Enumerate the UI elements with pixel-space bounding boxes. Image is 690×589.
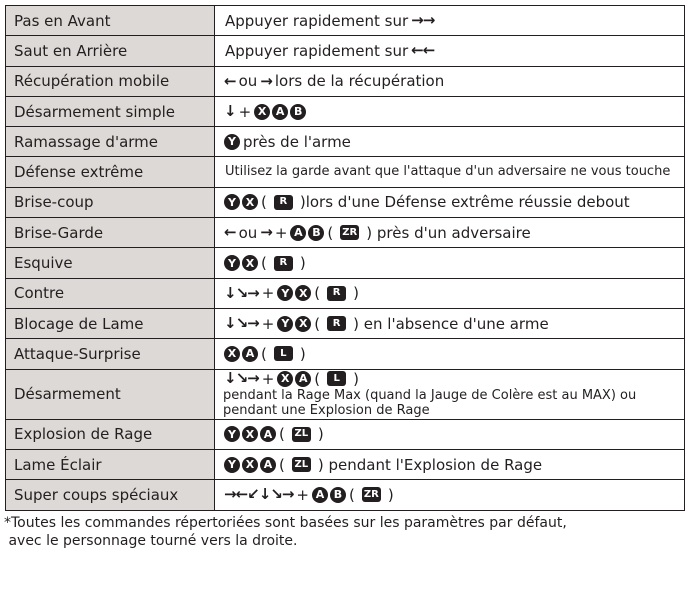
command-text: ) — [353, 284, 360, 303]
zr-button-icon: ZR — [340, 225, 359, 240]
command-text: ( — [261, 344, 267, 363]
command-input — [215, 308, 685, 338]
y-button-icon: Y — [277, 285, 293, 301]
l-button-icon: L — [327, 371, 346, 386]
command-input — [215, 96, 685, 126]
r-button-icon: R — [274, 256, 293, 271]
command-text: ) — [317, 425, 324, 444]
direction-arrow-icon: ←← — [411, 41, 435, 60]
command-name: Défense extrême — [6, 157, 215, 187]
command-text: ou — [238, 72, 258, 91]
x-button-icon: X — [242, 426, 258, 442]
table-row — [6, 187, 685, 217]
command-name: Blocage de Lame — [6, 308, 215, 338]
x-button-icon: X — [242, 194, 258, 210]
x-button-icon: X — [242, 457, 258, 473]
command-text: + — [274, 223, 288, 242]
table-row — [6, 369, 685, 419]
command-text: ) — [299, 344, 306, 363]
footnote: *Toutes les commandes répertoriées sont basées sur les paramètres par défaut, avec le personnage tourné vers la droite. — [4, 515, 567, 549]
command-text: ) — [299, 254, 306, 273]
command-text: ( — [314, 314, 321, 333]
command-text: + — [261, 314, 275, 333]
table-row — [6, 248, 685, 278]
table-row — [6, 450, 685, 480]
y-button-icon: Y — [224, 426, 240, 442]
command-name: Brise-coup — [6, 187, 215, 217]
table-row — [6, 96, 685, 126]
direction-arrow-icon: ← — [224, 223, 236, 242]
a-button-icon: A — [272, 104, 288, 120]
command-name: Désarmement simple — [6, 96, 215, 126]
l-button-icon: L — [274, 346, 293, 361]
y-button-icon: Y — [224, 194, 240, 210]
command-text: ) en l'absence d'une arme — [353, 314, 549, 333]
a-button-icon: A — [312, 487, 328, 503]
command-text: Utilisez la garde avant que l'attaque d'un adversaire ne vous touche — [225, 164, 671, 180]
x-button-icon: X — [254, 104, 270, 120]
command-text: ) près d'un adversaire — [366, 223, 531, 242]
table-row — [6, 36, 685, 66]
command-text: près de l'arme — [243, 132, 351, 151]
direction-arrow-icon: ↓↘→ — [224, 283, 259, 302]
command-text: + — [296, 485, 309, 504]
a-button-icon: A — [290, 225, 306, 241]
table-row — [6, 339, 685, 369]
r-button-icon: R — [327, 316, 346, 331]
command-input — [215, 6, 685, 36]
y-button-icon: Y — [224, 255, 240, 271]
table-row — [6, 157, 685, 187]
command-name: Saut en Arrière — [6, 36, 215, 66]
table-row — [6, 419, 685, 449]
command-text: ) pendant l'Explosion de Rage — [317, 455, 543, 474]
x-button-icon: X — [242, 255, 258, 271]
table-row — [6, 308, 685, 338]
command-text: Appuyer rapidement sur — [225, 11, 409, 30]
command-text: )lors d'une Défense extrême réussie debout — [299, 193, 630, 212]
b-button-icon: B — [290, 104, 306, 120]
r-button-icon: R — [274, 195, 293, 210]
x-button-icon: X — [295, 316, 311, 332]
direction-arrow-icon: →←↙↓↘→ — [224, 485, 294, 504]
command-name: Super coups spéciaux — [6, 480, 215, 510]
zl-button-icon: ZL — [292, 457, 311, 472]
y-button-icon: Y — [277, 316, 293, 332]
command-name: Désarmement — [6, 369, 215, 419]
y-button-icon: Y — [224, 134, 240, 150]
command-input — [215, 278, 685, 308]
command-text: lors de la récupération — [274, 72, 445, 91]
command-input — [215, 157, 685, 187]
command-text: ou — [238, 223, 258, 242]
command-text: ( — [314, 284, 321, 303]
command-input — [215, 127, 685, 157]
command-text: pendant la Rage Max (quand la Jauge de Colère est au MAX) ou pendant une Explosion de Rage — [223, 387, 637, 419]
a-button-icon: A — [260, 426, 276, 442]
command-name: Attaque-Surprise — [6, 339, 215, 369]
table-row — [6, 218, 685, 248]
command-input — [215, 248, 685, 278]
command-input — [215, 66, 685, 96]
command-input — [215, 339, 685, 369]
command-name: Brise-Garde — [6, 218, 215, 248]
table-row — [6, 278, 685, 308]
command-name: Récupération mobile — [6, 66, 215, 96]
table-row — [6, 66, 685, 96]
table-row — [6, 6, 685, 36]
command-text: ( — [349, 485, 355, 504]
x-button-icon: X — [295, 285, 311, 301]
y-button-icon: Y — [224, 457, 240, 473]
a-button-icon: A — [242, 346, 258, 362]
command-input — [215, 369, 685, 419]
command-text: ( — [279, 455, 285, 474]
command-text: ( — [314, 369, 321, 388]
command-input — [215, 218, 685, 248]
command-name: Pas en Avant — [6, 6, 215, 36]
r-button-icon: R — [327, 286, 346, 301]
command-name: Lame Éclair — [6, 450, 215, 480]
direction-arrow-icon: →→ — [411, 11, 435, 30]
command-text: Appuyer rapidement sur — [225, 41, 409, 60]
command-input — [215, 36, 685, 66]
x-button-icon: X — [224, 346, 240, 362]
a-button-icon: A — [260, 457, 276, 473]
direction-arrow-icon: → — [260, 71, 272, 90]
command-name: Esquive — [6, 248, 215, 278]
command-text: ( — [261, 254, 267, 273]
command-text: ( — [279, 425, 285, 444]
command-input — [215, 450, 685, 480]
command-input — [215, 187, 685, 217]
x-button-icon: X — [277, 371, 293, 387]
commands-table — [5, 5, 685, 511]
command-text: ) — [387, 485, 394, 504]
command-input — [215, 480, 685, 510]
a-button-icon: A — [295, 371, 311, 387]
direction-arrow-icon: ← — [224, 71, 236, 90]
command-name: Contre — [6, 278, 215, 308]
zl-button-icon: ZL — [292, 427, 311, 442]
command-text: + — [238, 102, 252, 121]
command-input — [215, 419, 685, 449]
b-button-icon: B — [330, 487, 346, 503]
command-name: Ramassage d'arme — [6, 127, 215, 157]
direction-arrow-icon: ↓↘→ — [224, 314, 259, 333]
command-text: ( — [327, 223, 334, 242]
command-name: Explosion de Rage — [6, 419, 215, 449]
direction-arrow-icon: ↓↘→ — [224, 369, 259, 388]
command-text: ) — [353, 369, 360, 388]
zr-button-icon: ZR — [362, 487, 381, 502]
table-row — [6, 480, 685, 510]
command-text: + — [261, 369, 275, 388]
direction-arrow-icon: ↓ — [224, 102, 236, 121]
commands-table-body — [6, 6, 685, 511]
command-text: + — [261, 284, 275, 303]
table-row — [6, 127, 685, 157]
b-button-icon: B — [308, 225, 324, 241]
command-text: ( — [261, 193, 267, 212]
direction-arrow-icon: → — [260, 223, 272, 242]
